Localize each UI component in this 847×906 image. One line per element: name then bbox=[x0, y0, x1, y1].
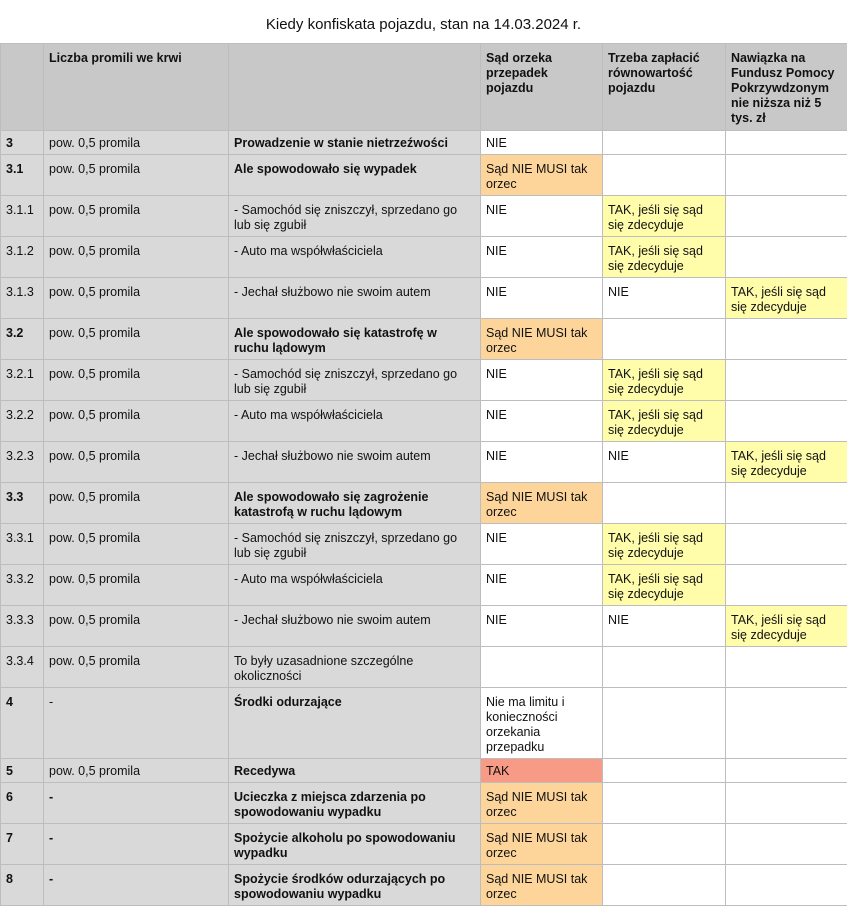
row-forfeiture: TAK bbox=[481, 759, 603, 783]
row-promile: pow. 0,5 promila bbox=[44, 565, 229, 606]
table-row bbox=[1, 688, 847, 759]
row-fund: TAK, jeśli się sąd się zdecyduje bbox=[726, 606, 847, 647]
row-fund bbox=[726, 483, 847, 524]
row-number: 3.2 bbox=[1, 319, 44, 360]
row-fund bbox=[726, 824, 847, 865]
page-title: Kiedy konfiskata pojazdu, stan na 14.03.2024 r. bbox=[0, 0, 847, 44]
row-forfeiture: NIE bbox=[481, 278, 603, 319]
row-equivalent bbox=[603, 647, 726, 688]
row-equivalent bbox=[603, 319, 726, 360]
row-equivalent bbox=[603, 483, 726, 524]
row-forfeiture: NIE bbox=[481, 565, 603, 606]
row-equivalent bbox=[603, 865, 726, 906]
row-number: 4 bbox=[1, 688, 44, 759]
row-promile: pow. 0,5 promila bbox=[44, 483, 229, 524]
row-forfeiture: Sąd NIE MUSI tak orzec bbox=[481, 155, 603, 196]
header-number bbox=[1, 44, 44, 131]
row-promile: pow. 0,5 promila bbox=[44, 442, 229, 483]
row-equivalent: TAK, jeśli się sąd się zdecyduje bbox=[603, 360, 726, 401]
row-fund bbox=[726, 360, 847, 401]
confiscation-table bbox=[0, 43, 847, 906]
row-forfeiture bbox=[481, 647, 603, 688]
row-promile: pow. 0,5 promila bbox=[44, 524, 229, 565]
row-equivalent: TAK, jeśli się sąd się zdecyduje bbox=[603, 237, 726, 278]
row-promile: pow. 0,5 promila bbox=[44, 196, 229, 237]
table-row bbox=[1, 824, 847, 865]
row-description: Spożycie środków odurzających po spowodowaniu wypadku bbox=[229, 865, 481, 906]
row-equivalent bbox=[603, 759, 726, 783]
row-number: 6 bbox=[1, 783, 44, 824]
row-promile: - bbox=[44, 865, 229, 906]
table-row bbox=[1, 131, 847, 155]
row-equivalent bbox=[603, 688, 726, 759]
row-description: - Auto ma współwłaściciela bbox=[229, 237, 481, 278]
row-number: 3.3.1 bbox=[1, 524, 44, 565]
row-number: 3.2.2 bbox=[1, 401, 44, 442]
table-row bbox=[1, 759, 847, 783]
row-description: Środki odurzające bbox=[229, 688, 481, 759]
row-number: 3.3.4 bbox=[1, 647, 44, 688]
row-fund bbox=[726, 565, 847, 606]
row-forfeiture: Nie ma limitu i konieczności orzekania przepadku bbox=[481, 688, 603, 759]
row-forfeiture: Sąd NIE MUSI tak orzec bbox=[481, 824, 603, 865]
header-forfeiture: Sąd orzeka przepadek pojazdu bbox=[481, 44, 603, 131]
row-equivalent: NIE bbox=[603, 606, 726, 647]
row-equivalent bbox=[603, 131, 726, 155]
table-row bbox=[1, 360, 847, 401]
row-number: 3.1 bbox=[1, 155, 44, 196]
table-row bbox=[1, 647, 847, 688]
table-row bbox=[1, 278, 847, 319]
header-promile: Liczba promili we krwi bbox=[44, 44, 229, 131]
table-header-row bbox=[1, 44, 847, 131]
row-promile: pow. 0,5 promila bbox=[44, 759, 229, 783]
table-row bbox=[1, 606, 847, 647]
row-description: - Jechał służbowo nie swoim autem bbox=[229, 278, 481, 319]
table-row bbox=[1, 483, 847, 524]
row-fund: TAK, jeśli się sąd się zdecyduje bbox=[726, 278, 847, 319]
row-equivalent bbox=[603, 783, 726, 824]
row-equivalent: TAK, jeśli się sąd się zdecyduje bbox=[603, 196, 726, 237]
row-number: 8 bbox=[1, 865, 44, 906]
row-fund bbox=[726, 783, 847, 824]
row-fund bbox=[726, 759, 847, 783]
table-row bbox=[1, 237, 847, 278]
row-description: Prowadzenie w stanie nietrzeźwości bbox=[229, 131, 481, 155]
row-description: Ale spowodowało się wypadek bbox=[229, 155, 481, 196]
row-fund bbox=[726, 319, 847, 360]
row-fund bbox=[726, 237, 847, 278]
row-forfeiture: NIE bbox=[481, 606, 603, 647]
table-row bbox=[1, 565, 847, 606]
row-promile: - bbox=[44, 688, 229, 759]
row-promile: pow. 0,5 promila bbox=[44, 319, 229, 360]
row-description: - Jechał służbowo nie swoim autem bbox=[229, 442, 481, 483]
row-description: Recedywa bbox=[229, 759, 481, 783]
row-equivalent: TAK, jeśli się sąd się zdecyduje bbox=[603, 565, 726, 606]
row-number: 3.1.1 bbox=[1, 196, 44, 237]
row-fund bbox=[726, 401, 847, 442]
row-forfeiture: NIE bbox=[481, 360, 603, 401]
row-fund bbox=[726, 688, 847, 759]
row-description: - Samochód się zniszczył, sprzedano go lub się zgubił bbox=[229, 360, 481, 401]
row-fund bbox=[726, 131, 847, 155]
row-promile: pow. 0,5 promila bbox=[44, 278, 229, 319]
row-forfeiture: NIE bbox=[481, 401, 603, 442]
row-forfeiture: NIE bbox=[481, 524, 603, 565]
row-description: - Auto ma współwłaściciela bbox=[229, 565, 481, 606]
row-description: - Samochód się zniszczył, sprzedano go lub się zgubił bbox=[229, 524, 481, 565]
row-number: 5 bbox=[1, 759, 44, 783]
row-promile: - bbox=[44, 783, 229, 824]
row-forfeiture: NIE bbox=[481, 196, 603, 237]
header-description bbox=[229, 44, 481, 131]
header-equivalent: Trzeba zapłacić równowartość pojazdu bbox=[603, 44, 726, 131]
row-description: Ale spowodowało się katastrofę w ruchu lądowym bbox=[229, 319, 481, 360]
row-number: 3.1.2 bbox=[1, 237, 44, 278]
row-forfeiture: Sąd NIE MUSI tak orzec bbox=[481, 483, 603, 524]
row-promile: pow. 0,5 promila bbox=[44, 606, 229, 647]
row-equivalent bbox=[603, 824, 726, 865]
row-forfeiture: Sąd NIE MUSI tak orzec bbox=[481, 319, 603, 360]
row-forfeiture: NIE bbox=[481, 442, 603, 483]
row-fund: TAK, jeśli się sąd się zdecyduje bbox=[726, 442, 847, 483]
row-promile: pow. 0,5 promila bbox=[44, 237, 229, 278]
row-description: Ucieczka z miejsca zdarzenia po spowodowaniu wypadku bbox=[229, 783, 481, 824]
row-number: 3.2.1 bbox=[1, 360, 44, 401]
table-row bbox=[1, 783, 847, 824]
row-forfeiture: Sąd NIE MUSI tak orzec bbox=[481, 783, 603, 824]
table-row bbox=[1, 524, 847, 565]
row-number: 3 bbox=[1, 131, 44, 155]
header-fund: Nawiązka na Fundusz Pomocy Pokrzywdzonym nie niższa niż 5 tys. zł bbox=[726, 44, 847, 131]
row-number: 3.3.3 bbox=[1, 606, 44, 647]
row-description: - Auto ma współwłaściciela bbox=[229, 401, 481, 442]
row-description: To były uzasadnione szczególne okoliczności bbox=[229, 647, 481, 688]
row-forfeiture: NIE bbox=[481, 131, 603, 155]
row-number: 3.2.3 bbox=[1, 442, 44, 483]
table-row bbox=[1, 865, 847, 906]
row-fund bbox=[726, 524, 847, 565]
table-row bbox=[1, 319, 847, 360]
row-fund bbox=[726, 647, 847, 688]
row-promile: pow. 0,5 promila bbox=[44, 131, 229, 155]
row-fund bbox=[726, 865, 847, 906]
row-fund bbox=[726, 155, 847, 196]
table-row bbox=[1, 196, 847, 237]
table-row bbox=[1, 155, 847, 196]
row-number: 3.1.3 bbox=[1, 278, 44, 319]
row-equivalent: NIE bbox=[603, 278, 726, 319]
row-description: - Samochód się zniszczył, sprzedano go lub się zgubił bbox=[229, 196, 481, 237]
row-promile: - bbox=[44, 824, 229, 865]
row-forfeiture: NIE bbox=[481, 237, 603, 278]
row-description: Ale spowodowało się zagrożenie katastrofą w ruchu lądowym bbox=[229, 483, 481, 524]
row-description: Spożycie alkoholu po spowodowaniu wypadku bbox=[229, 824, 481, 865]
row-forfeiture: Sąd NIE MUSI tak orzec bbox=[481, 865, 603, 906]
row-number: 7 bbox=[1, 824, 44, 865]
row-equivalent bbox=[603, 155, 726, 196]
row-number: 3.3.2 bbox=[1, 565, 44, 606]
row-promile: pow. 0,5 promila bbox=[44, 360, 229, 401]
row-promile: pow. 0,5 promila bbox=[44, 401, 229, 442]
row-number: 3.3 bbox=[1, 483, 44, 524]
row-equivalent: NIE bbox=[603, 442, 726, 483]
row-description: - Jechał służbowo nie swoim autem bbox=[229, 606, 481, 647]
row-promile: pow. 0,5 promila bbox=[44, 647, 229, 688]
table-row bbox=[1, 401, 847, 442]
row-equivalent: TAK, jeśli się sąd się zdecyduje bbox=[603, 524, 726, 565]
row-fund bbox=[726, 196, 847, 237]
row-promile: pow. 0,5 promila bbox=[44, 155, 229, 196]
table-row bbox=[1, 442, 847, 483]
row-equivalent: TAK, jeśli się sąd się zdecyduje bbox=[603, 401, 726, 442]
